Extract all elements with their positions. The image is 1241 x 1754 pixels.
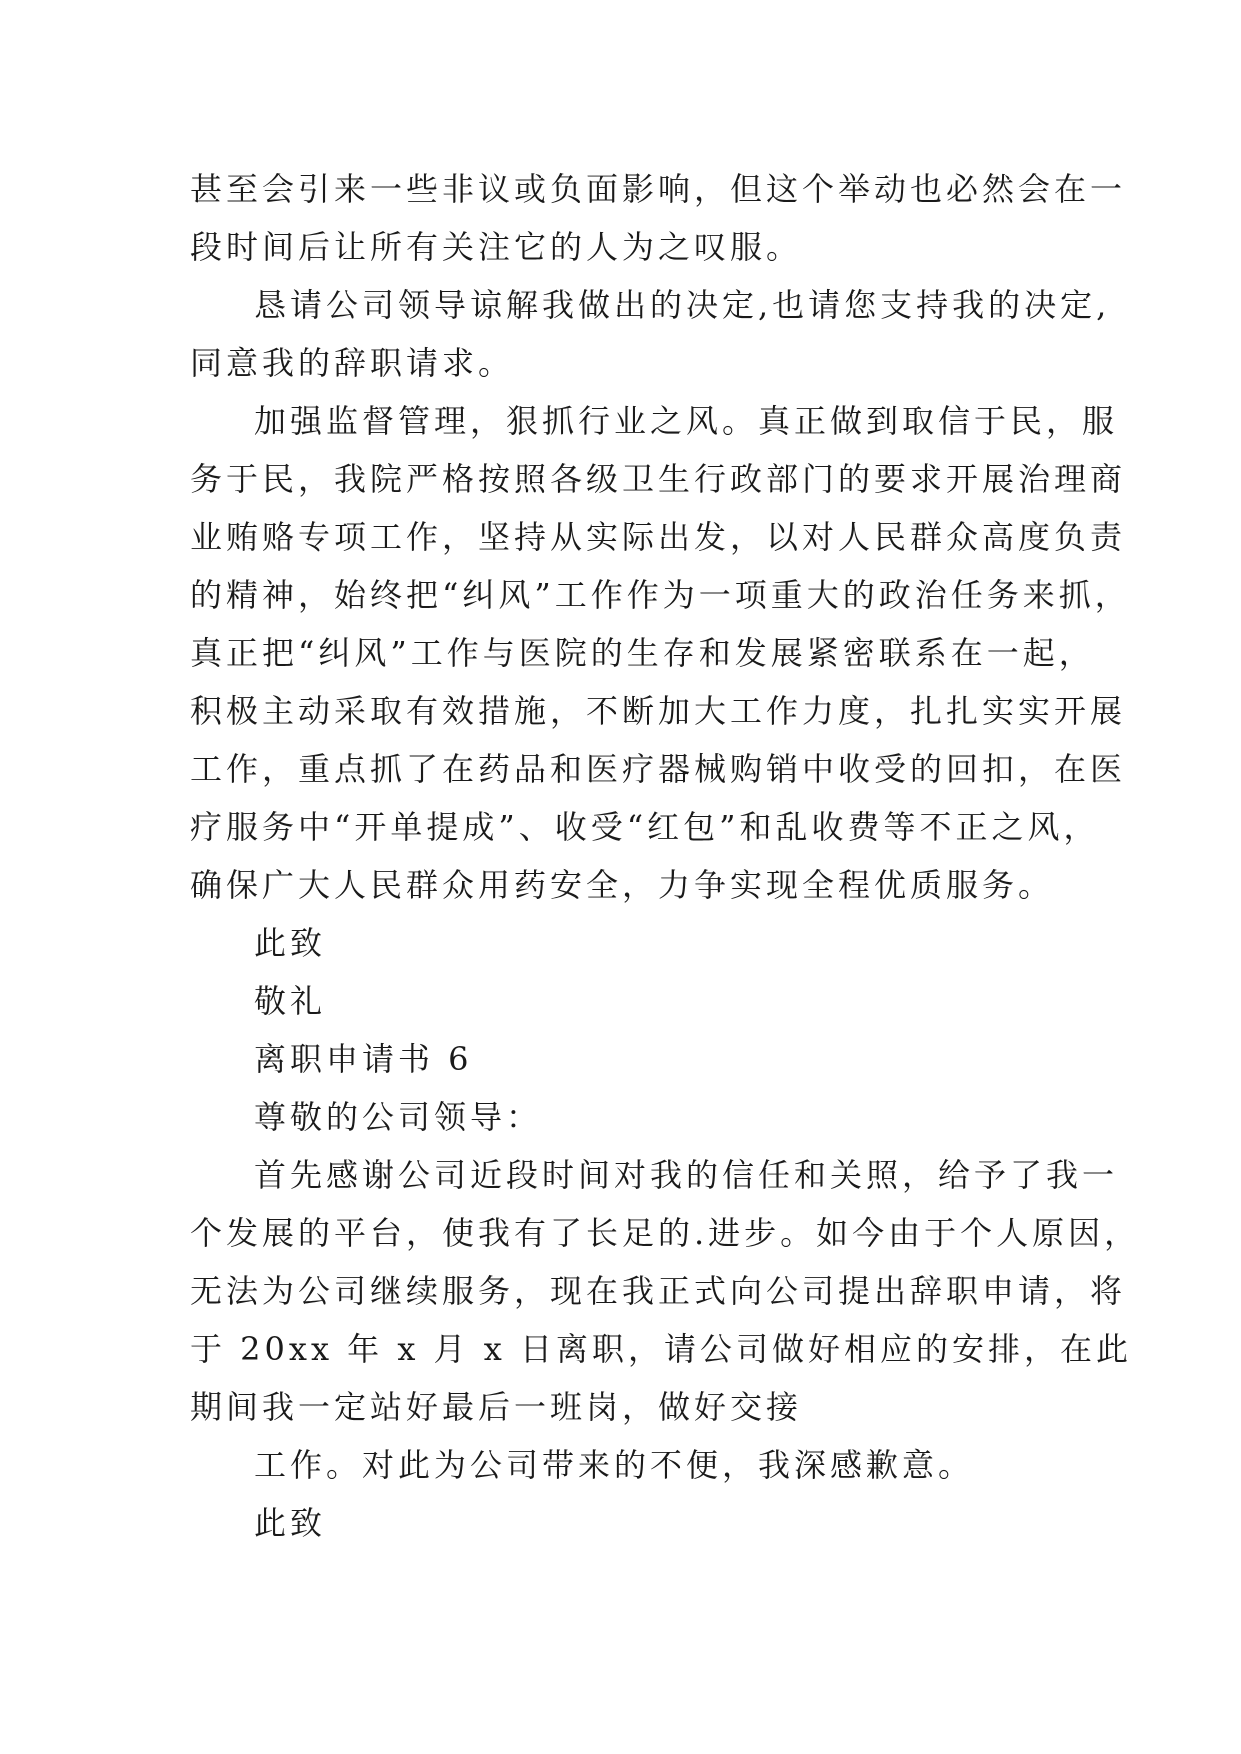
text-line: 积极主动采取有效措施，不断加大工作力度，扎扎实实开展: [190, 692, 1127, 730]
text-line: 加强监督管理，狠抓行业之风。真正做到取信于民，服: [254, 402, 1119, 440]
text-line: 敬礼: [254, 982, 327, 1020]
text-line: 期间我一定站好最后一班岗，做好交接: [190, 1388, 803, 1426]
text-line: 甚至会引来一些非议或负面影响，但这个举动也必然会在一: [190, 170, 1127, 208]
text-line: 于 20xx 年 x 月 x 日离职，请公司做好相应的安排，在此: [190, 1330, 1132, 1368]
text-line: 的精神，始终把“纠风”工作作为一项重大的政治任务来抓，: [190, 576, 1131, 614]
text-line: 此致: [254, 1504, 327, 1542]
text-line: 业贿赂专项工作，坚持从实际出发，以对人民群众高度负责: [190, 518, 1127, 556]
text-line: 段时间后让所有关注它的人为之叹服。: [190, 228, 803, 266]
text-line: 确保广大人民群众用药安全，力争实现全程优质服务。: [190, 866, 1055, 904]
text-line: 此致: [254, 924, 327, 962]
text-line: 真正把“纠风”工作与医院的生存和发展紧密联系在一起，: [190, 634, 1095, 672]
text-line: 务于民，我院严格按照各级卫生行政部门的要求开展治理商: [190, 460, 1127, 498]
text-line: 无法为公司继续服务，现在我正式向公司提出辞职申请，将: [190, 1272, 1127, 1310]
document-body: [190, 160, 1141, 1552]
text-line: 恳请公司领导谅解我做出的决定,也请您支持我的决定,: [254, 286, 1111, 324]
text-line: 离职申请书 6: [254, 1040, 473, 1078]
text-line: 工作，重点抓了在药品和医疗器械购销中收受的回扣，在医: [190, 750, 1127, 788]
text-line: 首先感谢公司近段时间对我的信任和关照，给予了我一: [254, 1156, 1119, 1194]
text-line: 尊敬的公司领导：: [254, 1098, 543, 1136]
text-line: 同意我的辞职请求。: [190, 344, 515, 382]
text-line: 疗服务中“开单提成”、收受“红包”和乱收费等不正之风，: [190, 808, 1100, 846]
text-line: 工作。对此为公司带来的不便，我深感歉意。: [254, 1446, 975, 1484]
text-line: 个发展的平台，使我有了长足的.进步。如今由于个人原因，: [190, 1214, 1141, 1252]
